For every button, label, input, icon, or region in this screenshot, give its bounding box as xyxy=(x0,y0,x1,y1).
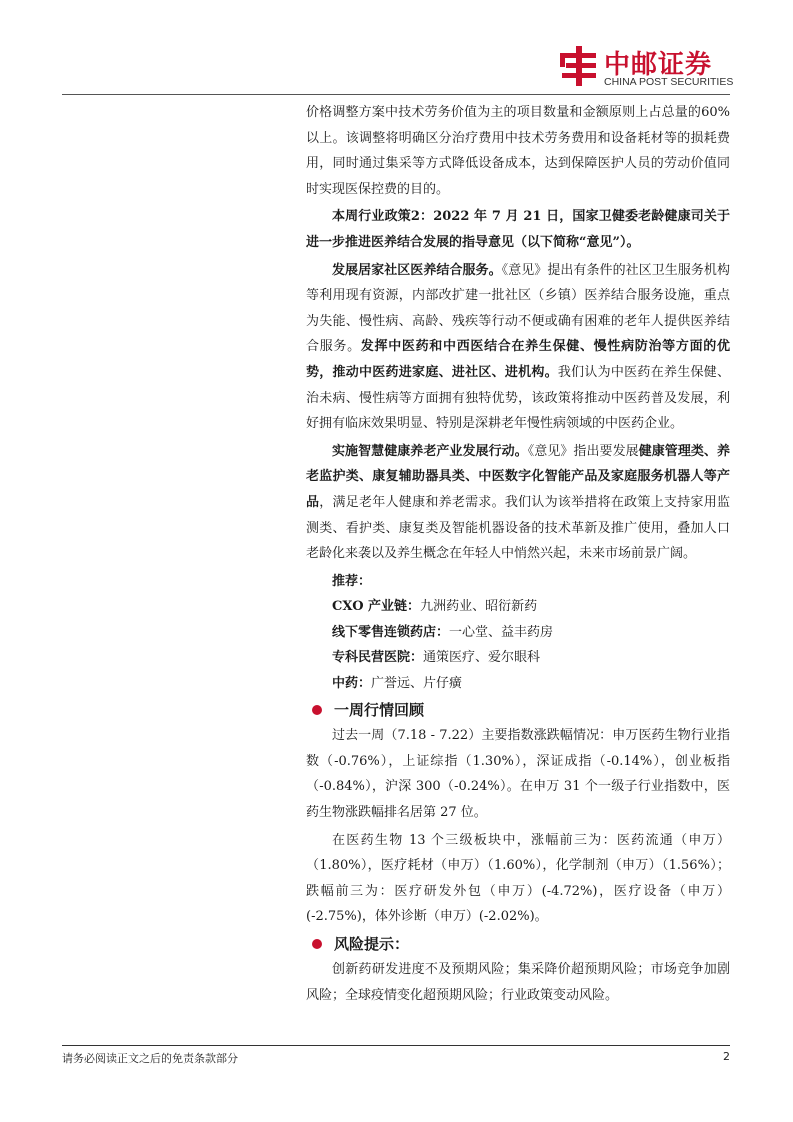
section-title-text: 一周行情回顾 xyxy=(334,701,425,720)
paragraph-community-care xyxy=(306,258,730,437)
paragraph-risks: 创新药研发进度不及预期风险；集采降价超预期风险；市场竞争加剧风险；全球疫情变化超预期风险；行业政策变动风险。 xyxy=(306,961,730,1003)
community-care-text: 《意见》提出有条件的社区卫生服务机构等利用现有资源，内部改扩建一批社区（乡镇）医养结合服务设施，重点为失能、慢性病、高龄、残疾等行动不便或确有困难的老年人提供医养结合服务。 xyxy=(306,262,730,355)
recommend-item-cxo xyxy=(306,594,730,620)
paragraph-smart-elderly-care xyxy=(306,439,730,567)
logo-english-name: CHINA POST SECURITIES xyxy=(604,76,734,88)
page-header xyxy=(0,0,793,95)
recommend-item-hospital xyxy=(306,645,730,671)
section-title-text: 风险提示： xyxy=(334,934,410,953)
smart-care-products: 健康管理类、养老监护类、康复辅助器具类、中医数字化智能产品及家庭服务机器人等产品 xyxy=(306,443,730,510)
logo-chinese-name: 中邮证券 xyxy=(604,50,713,80)
main-content xyxy=(306,100,730,1008)
tcm-opinion-text: 我们认为中医药在养生保健、治未病、慢性病等方面拥有独特优势，该政策将推动中医药普及发展，利好拥有临床效果明显、特别是深耕老年慢性病领域的中医药企业。 xyxy=(306,364,730,432)
recommend-item-label: 专科民营医院： xyxy=(332,650,424,666)
header-divider xyxy=(62,94,730,95)
bullet-dot-icon xyxy=(312,705,322,715)
section-weekly-review xyxy=(306,697,730,723)
recommend-item-pharmacy xyxy=(306,620,730,646)
recommend-title: 推荐： xyxy=(332,573,372,589)
recommend-item-label: 中药： xyxy=(332,675,372,691)
paragraph-index-performance: 过去一周（7.18 - 7.22）主要指数涨跌幅情况：申万医药生物行业指数（-0.76%），上证综指（1.30%），深证成指（-0.14%），创业板指（-0.84%），沪深 300（-0.24%）。在申万 31 个一级子行业指数中，医药生物涨跌幅排名居第 27 位。 xyxy=(306,728,730,820)
tcm-emphasis: 发挥中医药和中西医结合在养生保健、慢性病防治等方面的优势，推动中医药进家庭、进社区、进机构。 xyxy=(306,339,730,380)
smart-care-text-2: ，满足老年人健康和养老需求。我们认为该举措将在政策上支持家用监测类、看护类、康复类及智能机器设备的技术革新及推广使用，叠加人口老龄化来袭以及养生概念在年轻人中悄然兴起，未来市场前景广阔。 xyxy=(306,494,730,562)
section-risk-warning xyxy=(306,931,730,957)
recommend-item-value: 一心堂、益丰药房 xyxy=(449,624,554,640)
smart-care-heading: 实施智慧健康养老产业发展行动。 xyxy=(332,443,528,459)
paragraph-price-adjustment: 价格调整方案中技术劳务价值为主的项目数量和金额原则上占总量的60%以上。该调整将明确区分治疗费用中技术劳务费用和设备耗材等的损耗费用，同时通过集采等方式降低设备成本，达到保障医护人员的劳动价值同时实现医保控费的目的。 xyxy=(306,105,730,197)
recommend-item-label: 线下零售连锁药店： xyxy=(332,624,450,640)
china-post-logo-icon xyxy=(560,46,598,86)
smart-care-text-1: 《意见》指出要发展 xyxy=(527,443,639,459)
company-logo xyxy=(560,44,740,92)
footer-disclaimer: 请务必阅读正文之后的免责条款部分 xyxy=(62,1052,238,1065)
paragraph-sector-performance: 在医药生物 13 个三级板块中，涨幅前三为：医药流通（申万）（1.80%），医疗耗材（申万）（1.60%），化学制剂（申万）（1.56%）；跌幅前三为：医疗研发外包（申万）(-4.72%)，医疗设备（申万）(-2.75%)，体外诊断（申万）(-2.02%)。 xyxy=(306,832,730,925)
paragraph-policy-2: 本周行业政策2：2022 年 7 月 21 日，国家卫健委老龄健康司关于进一步推进医养结合发展的指导意见（以下简称“意见”）。 xyxy=(306,209,730,250)
recommend-item-value: 广誉远、片仔癀 xyxy=(371,675,463,691)
recommend-item-tcm xyxy=(306,671,730,697)
recommend-item-value: 九洲药业、昭衍新药 xyxy=(420,599,538,615)
recommend-item-label: CXO 产业链： xyxy=(332,599,421,615)
footer-divider xyxy=(62,1045,730,1046)
bullet-dot-icon xyxy=(312,939,322,949)
community-care-heading: 发展居家社区医养结合服务。 xyxy=(332,262,502,278)
recommend-item-value: 通策医疗、爱尔眼科 xyxy=(423,650,541,666)
page-number: 2 xyxy=(723,1050,730,1063)
